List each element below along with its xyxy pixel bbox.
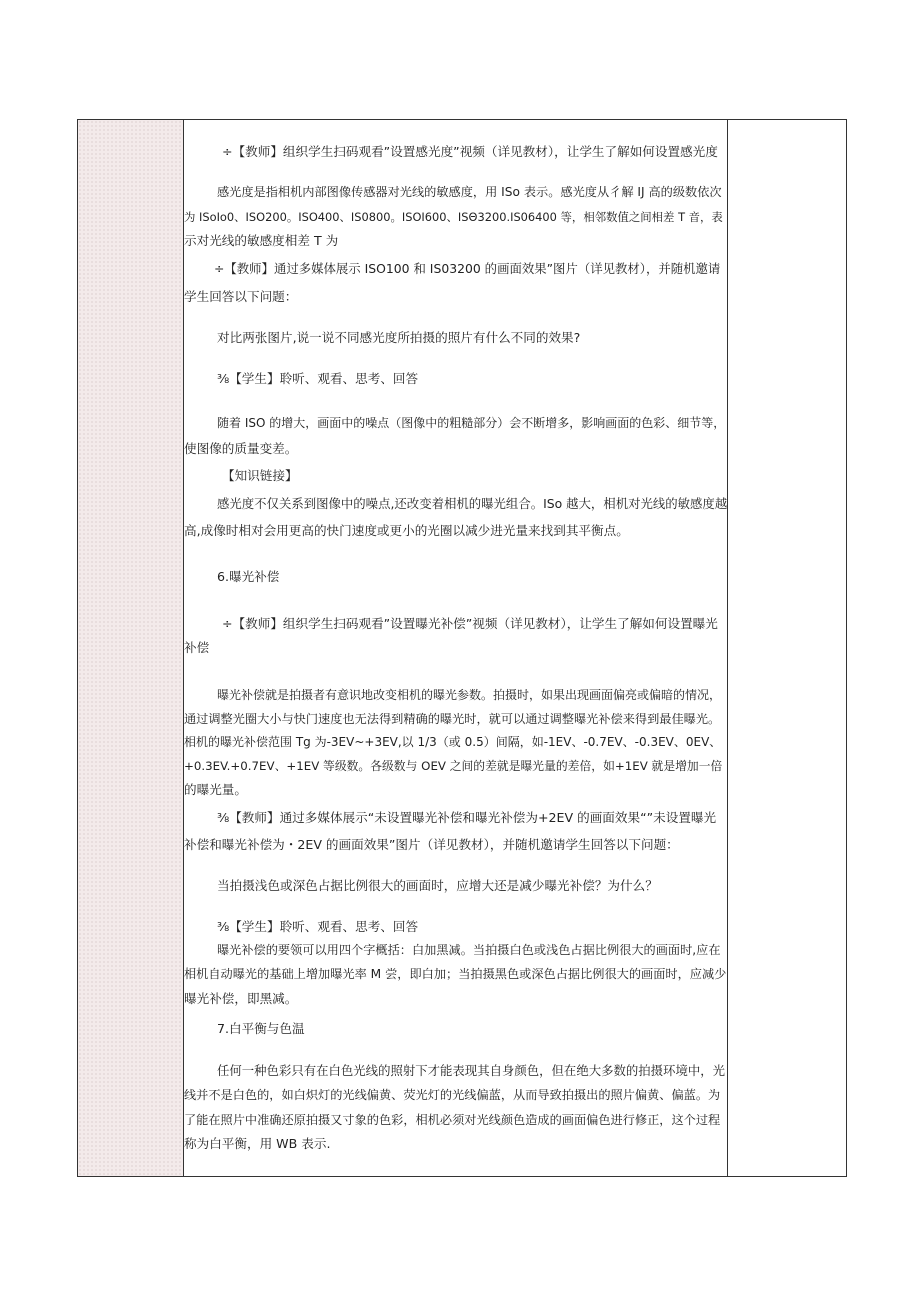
knowledge-link-heading: 【知识链接】 [222,468,298,483]
paragraph-line: 相机自动曝光的基础上增加曝光率 M 尝，即白加；当拍摄黑色或深色占据比例很大的画面时，应减少 [184,967,727,981]
paragraph-line: ÷【教师】通过多媒体展示 ISO100 和 IS03200 的画面效果”图片（详见教材），并随机邀请 [214,261,721,276]
paragraph-line: +0.3EV.+0.7EV、+1EV 等级数。各级数与 OEV 之间的差就是曝光量的差倍，如+1EV 就是增加一倍 [184,759,723,773]
paragraph-line: 随着 ISO 的增大，画面中的噪点（图像中的粗糙部分）会不断增多，影响画面的色彩、细节等， [217,416,726,430]
paragraph-line: ÷【教师】组织学生扫码观看”设置曝光补偿”视频（详见教材），让学生了解如何设置曝光 [222,616,718,631]
paragraph-line: 线并不是白色的，如白炽灯的光线偏黄、荧光灯的光线偏蓝，从而导致拍摄出的照片偏黄、偏蓝。为 [184,1088,721,1102]
content-column [184,120,728,1176]
paragraph-line: 称为白平衡，用 WB 表示. [184,1136,331,1151]
paragraph-line: 学生回答以下问题： [184,289,298,304]
paragraph-line: 补偿 [184,640,210,655]
paragraph-line: 当拍摄浅色或深色占据比例很大的画面时，应增大还是减少曝光补偿？为什么？ [217,878,658,893]
paragraph-line: 对比两张图片,说一说不同感光度所拍摄的照片有什么不同的效果? [217,330,581,345]
paragraph-line: 感光度是指相机内部图像传感器对光线的敏感度，用 ISo 表示。感光度从彳解 IJ 高的级数依次 [217,185,722,199]
paragraph-line: ⅜【学生】聆听、观看、思考、回答 [217,371,419,386]
paragraph-line: 通过调整光圈大小与快门速度也无法得到精确的曝光时，就可以通过调整曝光补偿来得到最佳曝光。 [184,712,721,726]
paragraph-line: ⅜【学生】聆听、观看、思考、回答 [217,919,419,934]
paragraph-line: ÷【教师】组织学生扫码观看”设置感光度”视频（详见教材），让学生了解如何设置感光度 [222,144,718,159]
lesson-table [77,119,847,1177]
section-heading: 7.白平衡与色温 [217,1021,305,1036]
left-margin-column [78,120,184,1176]
paragraph-line: 曝光补偿，即黑减。 [184,991,298,1006]
paragraph-line: 感光度不仅关系到图像中的噪点,还改变着相机的曝光组合。ISo 越大，相机对光线的敏感度越 [217,496,728,511]
paragraph-line: 示对光线的敏感度相差 T 为 [184,233,339,248]
paragraph-line: 为 ISoIo0、ISO200。ISO400、IS0800。ISOI600、ISΘ3200.IS06400 等，相邻数值之间相差 T 音，表 [184,210,723,224]
paragraph-line: 高,成像时相对会用更高的快门速度或更小的光圈以减少进光量来找到其平衡点。 [184,523,629,538]
section-heading: 6.曝光补偿 [217,569,280,584]
right-notes-column [728,120,846,1176]
paragraph-line: 了能在照片中准确还原拍摄又寸象的色彩，相机必须对光线颜色造成的画面偏色进行修正，这个过程 [184,1113,721,1127]
paragraph-line: 使图像的质量变差。 [184,441,298,456]
paragraph-line: 相机的曝光补偿范围 Tg 为-3EV~+3EV,以 1/3（或 0.5）间隔，如-1EV、-0.7EV、-0.3EV、0EV、 [184,735,722,749]
paragraph-line: 补偿和曝光补偿为・2EV 的画面效果”图片（详见教材），并随机邀请学生回答以下问题： [184,837,679,852]
paragraph-line: ⅜【教师】通过多媒体展示“未设置曝光补偿和曝光补偿为+2EV 的画面效果“”未设置曝光 [217,810,717,825]
paragraph-line: 曝光补偿的要领可以用四个字概括：白加黑减。当拍摄白色或浅色占据比例很大的画面时,应在 [217,943,721,957]
paragraph-line: 任何一种色彩只有在白色光线的照射下才能表现其自身颜色，但在绝大多数的拍摄环境中，光 [217,1063,726,1078]
paragraph-line: 的曝光量。 [184,782,247,797]
paragraph-line: 曝光补偿就是拍摄者有意识地改变相机的曝光参数。拍摄时，如果出现画面偏亮或偏暗的情况， [217,688,722,702]
